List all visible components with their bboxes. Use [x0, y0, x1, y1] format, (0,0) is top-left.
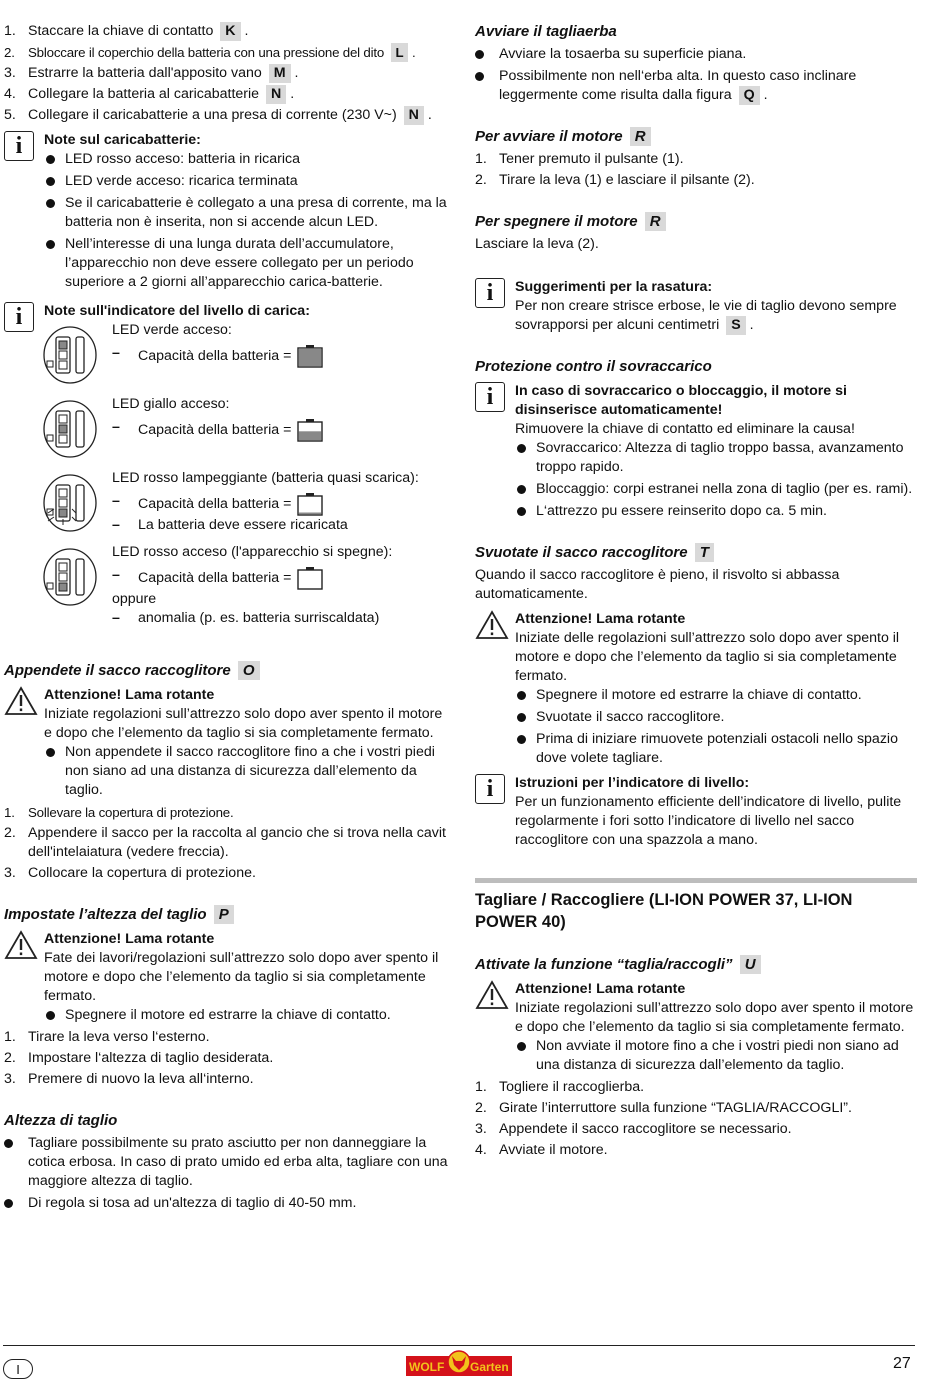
figure-tag: L: [391, 43, 409, 62]
list-item: [515, 708, 917, 727]
page-number: 27: [893, 1355, 911, 1372]
step-text: Girate l’interruttore sulla funzione “TAGLIA/RACCOGLI”.: [499, 1100, 852, 1116]
note-title: Istruzioni per l’indicatore di livello:: [515, 775, 750, 791]
item-text: LED rosso acceso: batteria in ricarica: [65, 151, 300, 167]
section-title-bag: Appendete il sacco raccoglitore O: [4, 661, 448, 680]
warning-list: [515, 1037, 917, 1075]
step-item: [475, 1078, 917, 1097]
chapter-heading: Tagliare / Raccogliere (LI-ION POWER 37, LI-ION POWER 40): [475, 891, 853, 931]
list-item: [515, 730, 917, 768]
list-item: [44, 194, 448, 232]
step-text: Avviate il motore.: [499, 1142, 608, 1158]
motor-off-text: Lasciare la leva (2).: [475, 236, 599, 252]
device-figure: [42, 473, 98, 539]
step-number: 1.: [475, 1079, 487, 1095]
led-text: [112, 321, 452, 368]
section-title-motor-on: Per avviare il motore R: [475, 127, 917, 146]
step-text: Sbloccare il coperchio della batteria con una pressione del dito: [28, 45, 385, 60]
step-number: 2.: [4, 45, 15, 60]
step-number: 3.: [475, 1121, 487, 1137]
empty-text: Quando il sacco raccoglitore è pieno, il risvolto si abbassa automaticamente.: [475, 567, 840, 602]
led-line-text: La batteria deve essere ricaricata: [138, 517, 348, 533]
item-text: Svuotate il sacco raccoglitore.: [536, 709, 725, 725]
height-steps: [4, 1028, 448, 1089]
warning-bag: [4, 686, 448, 800]
list-item: [44, 150, 448, 169]
warning-height: [4, 930, 448, 1025]
charger-led-icon: [42, 325, 98, 385]
note-text: Per non creare strisce erbose, le vie di taglio devono sempre sovrapporsi per alcuni centimetri S .: [515, 298, 897, 333]
list-item: [44, 172, 448, 191]
info-icon: i: [475, 382, 505, 412]
section-title-cut: Altezza di taglio: [4, 1112, 118, 1129]
section-divider: [475, 878, 917, 883]
item-text: Se il caricabatterie è collegato a una presa di corrente, ma la batteria non è inserita, non si accende alcun LED.: [65, 195, 447, 230]
item-text: L‘attrezzo pu essere reinserito dopo ca. 5 min.: [536, 503, 827, 519]
step-number: 3.: [4, 65, 16, 81]
step-text: Appendere il sacco per la raccolta al gancio che si trova nella cavit dell'intelaiatura (vedere freccia).: [28, 825, 446, 860]
svg-text:WOLF: WOLF: [409, 1360, 445, 1374]
led-line: [112, 344, 452, 368]
item-text: Sovraccarico: Altezza di taglio troppo bassa, avanzamento troppo rapido.: [536, 440, 904, 475]
item-text: Spegnere il motore ed estrarre la chiave di contatto.: [536, 687, 862, 703]
list-item: [44, 235, 448, 292]
list-item: [44, 743, 448, 800]
led-indicator-list: [4, 321, 448, 635]
note-title: Note sul caricabatterie:: [44, 132, 201, 148]
svg-text:Garten: Garten: [470, 1360, 509, 1374]
motor-steps: [475, 150, 917, 190]
step-item: [4, 803, 448, 822]
led-head: LED rosso acceso (l'apparecchio si spegne):: [112, 544, 393, 560]
warning-text: Iniziate delle regolazioni sull’attrezzo solo dopo aver spento il motore e dopo che l’elemento da taglio si sia completamente fermato.: [515, 630, 900, 684]
list-item: [4, 1194, 448, 1213]
charger-led-icon: [42, 473, 98, 533]
device-figure: [42, 547, 98, 613]
warning-text: Iniziate regolazioni sull’attrezzo solo dopo aver spento il motore e dopo che l’elemento da taglio si sia completamente fermato.: [515, 1000, 914, 1035]
item-text: Bloccaggio: corpi estranei nella zona di taglio (per es. rami).: [536, 481, 913, 497]
step-number: 3.: [4, 1071, 16, 1087]
item-text: Nell’interesse di una lunga durata dell’accumulatore, l’apparecchio non deve essere collegato per un periodo superiore a 2 giorni all’apparecchio carica-batterie.: [65, 236, 414, 290]
list-item: [515, 480, 917, 499]
warning-icon: [4, 686, 38, 716]
start-list: [475, 45, 917, 105]
info-icon: i: [475, 774, 505, 804]
info-icon: i: [4, 131, 34, 161]
warning-list: [515, 686, 917, 768]
step-item: [4, 1070, 448, 1089]
step-number: 1.: [4, 23, 16, 39]
language-badge: I: [3, 1359, 33, 1379]
step-text: Sollevare la copertura di protezione.: [28, 805, 234, 820]
step-number: 5.: [4, 107, 16, 123]
warning-title: Attenzione! Lama rotante: [515, 611, 686, 627]
step-item: [4, 22, 448, 41]
battery-level-icon: [297, 566, 323, 590]
led-head: LED giallo acceso:: [112, 396, 230, 412]
list-item: [515, 1037, 917, 1075]
list-item: [475, 45, 917, 64]
led-line: [112, 566, 452, 590]
item-text: Di regola si tosa ad un'altezza di taglio di 40-50 mm.: [28, 1195, 357, 1211]
led-row: [4, 469, 448, 543]
device-figure: [42, 399, 98, 465]
led-line: – anomalia (p. es. batteria surriscaldata): [112, 609, 452, 628]
warning-text: Fate dei lavori/regolazioni sull’attrezzo solo dopo aver spento il motore e dopo che l’elemento da taglio si sia completamente fermato.: [44, 950, 439, 1004]
led-line-text: Capacità della batteria =: [138, 495, 292, 512]
warning-mulch: [475, 980, 917, 1075]
step-item: [475, 1141, 917, 1160]
step-number: 1.: [4, 1029, 16, 1045]
led-or: oppure: [112, 591, 157, 607]
warning-empty: [475, 610, 917, 768]
list-item: Possibilmente non nell‘erba alta. In questo caso inclinare leggermente come risulta dalla figura Q .: [475, 67, 917, 105]
step-item: [475, 1120, 917, 1139]
item-text: Tagliare possibilmente su prato asciutto per non danneggiare la cotica erbosa. In caso di prato umido ed erba alta, tagliare con una maggiore altezza di taglio.: [28, 1135, 448, 1189]
note-mow: [475, 278, 917, 335]
step-number: 2.: [4, 825, 16, 841]
battery-level-icon: [297, 418, 323, 442]
step-item: [4, 64, 448, 83]
wolf-garten-logo: [406, 1350, 512, 1380]
step-text: Collegare il caricabatterie a una presa di corrente (230 V~): [28, 107, 397, 123]
step-item: [4, 85, 448, 104]
warning-title: Attenzione! Lama rotante: [515, 981, 686, 997]
note-text: Per un funzionamento efficiente dell’indicatore di livello, pulite regolarmente i fori sotto l’indicatore di livello nel sacco raccoglitore con una spazzola a mano.: [515, 794, 902, 848]
note-level-indicator: [475, 774, 917, 850]
figure-tag: Q: [739, 86, 760, 105]
step-end: .: [290, 65, 299, 81]
device-figure: [42, 325, 98, 391]
note-overload: [475, 382, 917, 521]
led-line: [112, 418, 452, 442]
step-text: Staccare la chiave di contatto: [28, 23, 214, 39]
info-icon: i: [475, 278, 505, 308]
list-item: [515, 686, 917, 705]
cut-list: [4, 1134, 448, 1213]
section-title-empty: Svuotate il sacco raccoglitore T: [475, 543, 917, 562]
step-item: [475, 1099, 917, 1118]
step-number: 2.: [4, 1050, 16, 1066]
led-text: [112, 469, 452, 535]
step-item: [475, 150, 917, 169]
list-item: [515, 439, 917, 477]
item-text: Prima di iniziare rimuovete potenziali ostacoli nello spazio dove volete tagliare.: [536, 731, 898, 766]
figure-tag: K: [220, 22, 240, 41]
step-text: Premere di nuovo la leva all‘interno.: [28, 1071, 254, 1087]
bag-steps: [4, 803, 448, 883]
step-text: Appendete il sacco raccoglitore se necessario.: [499, 1121, 792, 1137]
step-number: 2.: [475, 172, 487, 188]
led-line-text: Capacità della batteria =: [138, 421, 292, 438]
step-text: Tirare la leva (1) e lasciare il pilsante (2).: [499, 172, 755, 188]
list-item: [515, 502, 917, 521]
warning-icon: [475, 980, 509, 1010]
item-text: Possibilmente non nell‘erba alta. In questo caso inclinare leggermente come risulta dalla figura: [499, 68, 857, 103]
step-number: 3.: [4, 865, 16, 881]
warning-list: [44, 1006, 448, 1025]
led-line: [112, 492, 452, 516]
charger-led-icon: [42, 399, 98, 459]
warning-title: Attenzione! Lama rotante: [44, 931, 215, 947]
item-text: Spegnere il motore ed estrarre la chiave di contatto.: [65, 1007, 391, 1023]
list-item: [44, 1006, 448, 1025]
step-item: [4, 1028, 448, 1047]
led-line-text: Capacità della batteria =: [138, 569, 292, 586]
step-end: .: [408, 45, 416, 60]
note-text: Rimuovere la chiave di contatto ed eliminare la causa!: [515, 421, 855, 437]
warning-list: [44, 743, 448, 800]
figure-tag: N: [266, 85, 286, 104]
overload-list: [515, 439, 917, 521]
step-end: .: [240, 23, 249, 39]
left-column: [4, 22, 448, 1216]
section-title-start: Avviare il tagliaerba: [475, 23, 617, 40]
led-line-text: Capacità della batteria =: [138, 347, 292, 364]
footer-rule: [3, 1345, 915, 1346]
list-item: [4, 1134, 448, 1191]
figure-tag: N: [404, 106, 424, 125]
charger-list: [44, 150, 448, 292]
step-text: Tirare la leva verso l‘esterno.: [28, 1029, 210, 1045]
section-title-height: Impostate l’altezza del taglio P: [4, 905, 448, 924]
section-title-motor-off: Per spegnere il motore R: [475, 212, 917, 231]
note-charger: [4, 131, 448, 292]
step-number: 4.: [4, 86, 16, 102]
step-text: Impostare l‘altezza di taglio desiderata.: [28, 1050, 274, 1066]
item-text: Non avviate il motore fino a che i vostri piedi non siano ad una distanza di sicurezza dall’elemento da taglio.: [536, 1038, 899, 1073]
section-title-overload: Protezione contro il sovraccarico: [475, 358, 712, 375]
step-number: 1.: [4, 805, 15, 820]
battery-level-icon: [297, 344, 323, 368]
step-end: .: [423, 107, 432, 123]
step-text: Tener premuto il pulsante (1).: [499, 151, 684, 167]
battery-steps: [4, 22, 448, 125]
led-text: [112, 395, 452, 442]
right-column: [475, 22, 917, 1162]
step-item: [4, 43, 448, 62]
step-item: [4, 106, 448, 125]
step-number: 2.: [475, 1100, 487, 1116]
step-item: [4, 864, 448, 883]
led-row: [4, 543, 448, 635]
led-head: LED rosso lampeggiante (batteria quasi scarica):: [112, 470, 419, 486]
step-item: [4, 824, 448, 862]
battery-level-icon: [297, 492, 323, 516]
info-icon: i: [4, 302, 34, 332]
led-row: [4, 321, 448, 395]
note-title: Note sull'indicatore del livello di carica:: [44, 303, 310, 319]
item-text: LED verde acceso: ricarica terminata: [65, 173, 298, 189]
step-number: 1.: [475, 151, 487, 167]
step-text: Togliere il raccoglierba.: [499, 1079, 645, 1095]
item-text: Avviare la tosaerba su superficie piana.: [499, 46, 747, 62]
step-text: Collegare la batteria al caricabatterie: [28, 86, 260, 102]
warning-text: Iniziate regolazioni sull’attrezzo solo dopo aver spento il motore e dopo che l’elemento da taglio si sia completamente fermato.: [44, 706, 443, 741]
warning-icon: [4, 930, 38, 960]
note-title: In caso di sovraccarico o bloccaggio, il motore si disinserisce automaticamente!: [515, 383, 847, 418]
step-item: [475, 171, 917, 190]
charger-led-icon: [42, 547, 98, 607]
note-title: Suggerimenti per la rasatura:: [515, 279, 713, 295]
led-head: LED verde acceso:: [112, 322, 232, 338]
led-line: [112, 516, 452, 535]
step-text: Estrarre la batteria dall'apposito vano: [28, 65, 262, 81]
step-text: Collocare la copertura di protezione.: [28, 865, 256, 881]
warning-icon: [475, 610, 509, 640]
step-end: .: [286, 86, 295, 102]
mulch-steps: [475, 1078, 917, 1160]
led-row: [4, 395, 448, 469]
led-text: [112, 543, 452, 628]
step-item: [4, 1049, 448, 1068]
step-number: 4.: [475, 1142, 487, 1158]
warning-title: Attenzione! Lama rotante: [44, 687, 215, 703]
section-title-mulch: Attivate la funzione “taglia/raccogli” U: [475, 955, 917, 974]
item-text: Non appendete il sacco raccoglitore fino a che i vostri piedi non siano ad una distanza di sicurezza dall’elemento da taglio.: [65, 744, 435, 798]
figure-tag: M: [269, 64, 291, 83]
